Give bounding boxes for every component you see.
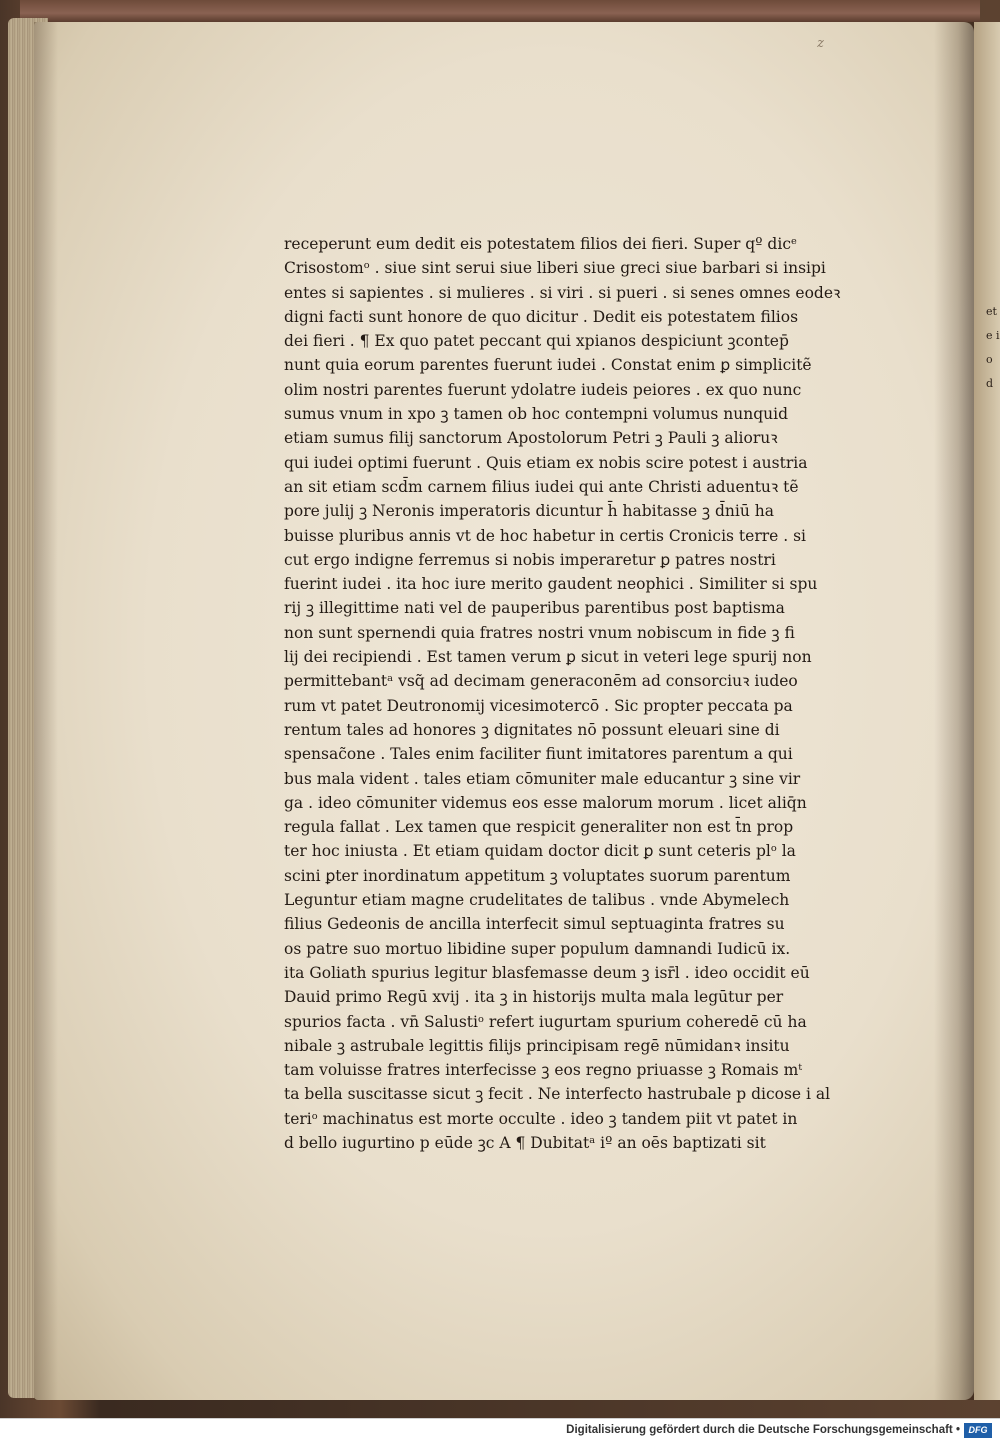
text-line: fuerint iudei . ita hoc iure merito gaudent neophici . Similiter si spu (284, 575, 818, 594)
text-line: spurios facta . vn̄ Salustiᵒ refert iugurtam spurium coheredē cū ha (284, 1012, 807, 1031)
text-line: teriᵒ machinatus est morte occulte . ideo ꝫ tandem piit vt patet in (284, 1109, 798, 1128)
text-column (284, 232, 904, 1155)
text-line: an sit etiam scd̄m carnem filius iudei qui ante Christi aduentuꝛ tẽ (284, 477, 799, 496)
text-line: buisse pluribus annis vt de hoc habetur in certis Cronicis terre . si (284, 526, 806, 545)
text-line: Leguntur etiam magne crudelitates de talibus . vnde Abymelech (284, 891, 790, 910)
text-line: digni facti sunt honore de quo dicitur . Dedit eis potestatem filios (284, 307, 799, 326)
text-line: Dauid primo Regū xvij . ita ꝫ in historijs multa mala legūtur per (284, 988, 784, 1007)
facing-page-margin-text: ete io d (986, 305, 1000, 390)
text-line: qui iudei optimi fuerunt . Quis etiam ex nobis scire potest i austria (284, 453, 808, 472)
text-line: non sunt spernendi quia fratres nostri vnum nobiscum in fide ꝫ fi (284, 623, 795, 642)
footer-credit: Digitalisierung gefördert durch die Deutsche Forschungsgemeinschaft • (566, 1424, 960, 1436)
text-line: bus mala vident . tales etiam cōmuniter male educantur ꝫ sine vir (284, 769, 801, 788)
text-line: ter hoc iniusta . Et etiam quidam doctor dicit ꝑ sunt ceteris plᵒ la (284, 842, 796, 861)
text-line: filius Gedeonis de ancilla interfecit simul septuaginta fratres su (284, 915, 785, 934)
text-line: ga . ideo cōmuniter videmus eos esse malorum morum . licet aliq̄n (284, 793, 807, 812)
text-line: tam voluisse fratres interfecisse ꝫ eos regno priuasse ꝫ Romais mᵗ (284, 1061, 803, 1080)
text-line: nunt quia eorum parentes fuerunt iudei . Constat enim ꝑ simplicitẽ (284, 356, 812, 375)
text-line: olim nostri parentes fuerunt ydolatre iudeis peiores . ex quo nunc (284, 380, 802, 399)
text-line: rum vt patet Deutronomij vicesimotercō . Sic propter peccata pa (284, 696, 793, 715)
folio-mark: z (817, 36, 824, 51)
footer-bar (0, 1418, 1000, 1443)
gutter-shadow (934, 22, 974, 1400)
text-line: rij ꝫ illegittime nati vel de pauperibus parentibus post baptisma (284, 599, 785, 618)
dfg-logo: DFG (964, 1423, 992, 1438)
text-line: pore julij ꝫ Neronis imperatoris dicuntur h̄ habitasse ꝫ d̄niū ha (284, 502, 774, 521)
text-line: os patre suo mortuo libidine super populum damnandi Iudicū ix. (284, 939, 791, 958)
text-line: ta bella suscitasse sicut ꝫ fecit . Ne interfecto hastrubale p dicose i al (284, 1085, 831, 1104)
text-line: entes si sapientes . si mulieres . si viri . si pueri . si senes omnes eodeꝛ (284, 283, 841, 302)
text-line: sumus vnum in xpo ꝫ tamen ob hoc contempni volumus nunquid (284, 405, 789, 424)
text-line: ita Goliath spurius legitur blasfemasse deum ꝫ isr̄l . ideo occidit eū (284, 963, 810, 982)
text-line: d bello iugurtino p eūde ꝫc A ¶ Dubitatᵃ iº an oēs baptizati sit (284, 1133, 766, 1152)
text-line: permittebantᵃ vsq̃ ad decimam generaconēm ad consorciuꝛ iudeo (284, 672, 798, 691)
text-line: rentum tales ad honores ꝫ dignitates nō possunt eleuari sine di (284, 720, 780, 739)
text-line: etiam sumus filij sanctorum Apostolorum Petri ꝫ Pauli ꝫ alioruꝛ (284, 429, 778, 448)
text-line: Crisostomᵒ . siue sint serui siue liberi siue greci siue barbari si insipi (284, 259, 826, 278)
page-left-shadow (34, 22, 58, 1400)
text-line: cut ergo indigne ferremus si nobis imperaretur ꝑ patres nostri (284, 550, 776, 569)
text-line: receperunt eum dedit eis potestatem filios dei fieri. Super qº dicᵉ (284, 235, 797, 253)
binding-top-edge (20, 0, 980, 22)
facing-page-edge (974, 22, 1000, 1400)
text-line: lij dei recipiendi . Est tamen verum ꝑ sicut in veteri lege spurij non (284, 648, 812, 667)
text-line: scini ꝑter inordinatum appetitum ꝫ voluptates suorum parentum (284, 866, 791, 885)
text-line: dei fieri . ¶ Ex quo patet peccant qui xpianos despiciunt ꝫcontep̄ (284, 332, 789, 351)
text-line: spensac̃one . Tales enim faciliter fiunt imitatores parentum a qui (284, 745, 793, 764)
text-line: regula fallat . Lex tamen que respicit generaliter non est t̄n prop (284, 818, 794, 837)
text-line: nibale ꝫ astrubale legittis filijs principisam regē nūmidanꝛ insitu (284, 1036, 790, 1055)
